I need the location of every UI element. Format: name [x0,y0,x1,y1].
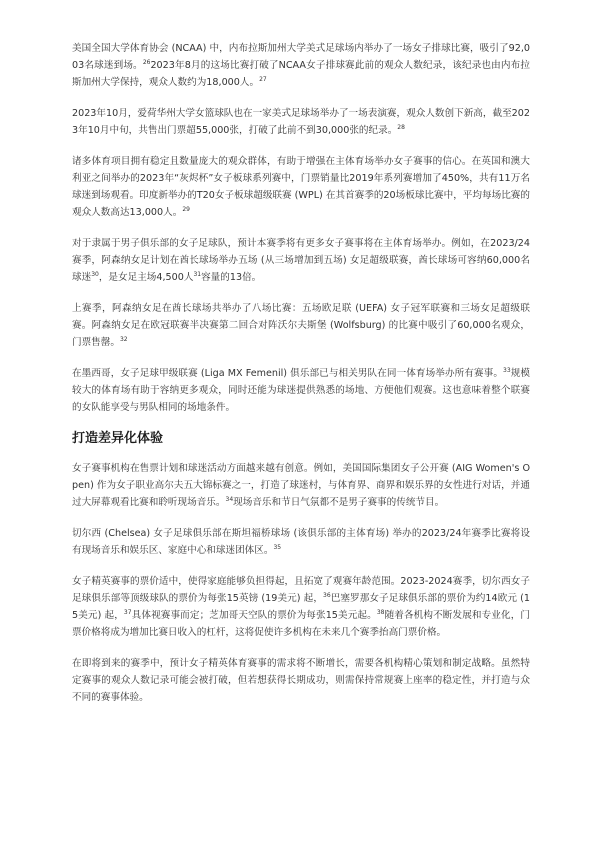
bottom-paragraphs [72,460,530,706]
footnote-marker: 35 [273,543,282,551]
paragraph-text: 具体视赛事而定；芝加哥天空队的票价为每张15美元起。 [131,610,377,621]
footnote-marker: 27 [259,75,267,83]
section-title: 打造差异化体验 [72,431,164,446]
paragraph-text: 对于隶属于男子俱乐部的女子足球队，预计本赛季将有更多女子赛事将在主体育场举办。例如，在2023/24赛季，阿森纳女足计划在酋长球场举办五场 (从三场增加到五场) 女足超级联赛，酋长球场可容纳60,000名球迷 [72,238,530,283]
footnote-marker: 36 [323,591,331,599]
paragraph-text: 规模较大的体育场有助于容纳更多观众，同时还能为球迷提供熟悉的场地、方便他们观赛。这也意味着整个联赛的女队能享受与男队相同的场地条件。 [72,368,530,413]
paragraph [72,105,530,139]
paragraph [72,655,530,706]
paragraph [72,40,530,91]
footnote-marker: 29 [182,205,190,213]
footnote-marker: 38 [376,608,385,616]
paragraph-text: 现场音乐和节日气氛都不是男子赛事的传统节目。 [233,497,445,508]
footnote-marker: 37 [123,608,132,616]
paragraph-text: 随着各机构不断发展和专业化，门票价格将成为增加比赛日收入的杠杆，这将促使许多机构在未来几个赛季抬高门票价格。 [72,610,530,638]
footnote-marker: 30 [91,270,99,278]
paragraph-text: 切尔西 (Chelsea) 女子足球俱乐部在斯坦福桥球场 (该俱乐部的主体育场) 举办的2023/24年赛季比赛将设有现场音乐和娱乐区、家庭中心和球迷团体区。 [72,528,530,556]
footnote-marker: 32 [119,335,128,343]
paragraph [72,153,530,221]
paragraph [72,300,530,351]
paragraph-text: 上赛季，阿森纳女足在酋长球场共举办了八场比赛：五场欧足联 (UEFA) 女子冠军联赛和三场女足超级联赛。阿森纳女足在欧冠联赛半决赛第二回合对阵沃尔夫斯堡 (Wolfsburg) 的比赛中吸引了60,000名观众，门票售罄。 [72,303,530,348]
paragraph-text: 女子赛事机构在售票计划和球迷活动方面越来越有创意。例如，美国国际集团女子公开赛 (AIG Women's Open) 作为女子职业高尔夫五大锦标赛之一，打造了球迷村，与体育界、商界和娱乐界的女性进行对话，并通过大屏幕观看比赛和聆听现场音乐。 [72,463,530,508]
paragraph-text: 美国全国大学体育协会 (NCAA) 中，内布拉斯加州大学美式足球场内举办了一场女子排球比赛，吸引了92,003名球迷到场。 [72,43,530,71]
document-page [72,40,530,720]
footnote-marker: 26 [142,58,151,66]
paragraph [72,460,530,511]
paragraph-text: 2023年10月，爱荷华州大学女篮球队也在一家美式足球场举办了一场表演赛，观众人数创下新高，截至2023年10月中旬，共售出门票超55,000张，打破了此前不到30,000张的纪录。 [72,108,530,136]
paragraph-text: ，是女足主场4,500人 [98,272,194,283]
paragraph-text: 2023年8月的这场比赛打破了NCAA女子排球赛此前的观众人数纪录，该纪录也由内布拉斯加州大学保持，观众人数约为18,000人。 [72,60,530,88]
footnote-marker: 33 [503,366,511,374]
paragraph-text: 诸多体育项目拥有稳定且数量庞大的观众群体，有助于增强在主体育场举办女子赛事的信心。在英国和澳大利亚之间举办的2023年“灰烬杯”女子板球系列赛中，门票销量比2019年系列赛增加了450%，共有11万名球迷到场观看。印度新举办的T20女子板球超级联赛 (WPL) 在其首赛季的20场板球比赛中，平均每场比赛的观众人数高达13,000人。 [72,156,530,218]
top-paragraphs [72,40,530,416]
paragraph [72,573,530,641]
footnote-marker: 28 [397,123,405,131]
footnote-marker: 34 [225,495,234,503]
paragraph-text: 女子精英赛事的票价适中，使得家庭能够负担得起，且拓宽了观赛年龄范围。2023-2024赛季，切尔西女子足球俱乐部等顶级球队的票价为每张15英镑 (19美元) 起， [72,576,530,604]
paragraph-text: 巴塞罗那女子足球俱乐部的票价为约14欧元 (15美元) 起， [72,593,530,621]
paragraph-text: 在墨西哥，女子足球甲级联赛 (Liga MX Femenil) 俱乐部已与相关男队在同一体育场举办所有赛事。 [72,368,503,379]
paragraph-text: 在即将到来的赛季中，预计女子精英体育赛事的需求将不断增长，需要各机构精心策划和制定战略。虽然特定赛事的观众人数记录可能会被打破，但若想获得长期成功，则需保持常规赛上座率的稳定性，并打造与众不同的赛事体验。 [72,658,530,703]
paragraph [72,235,530,286]
paragraph [72,365,530,416]
paragraph [72,525,530,559]
footnote-marker: 31 [193,270,202,278]
paragraph-text: 容量的13倍。 [201,272,262,283]
